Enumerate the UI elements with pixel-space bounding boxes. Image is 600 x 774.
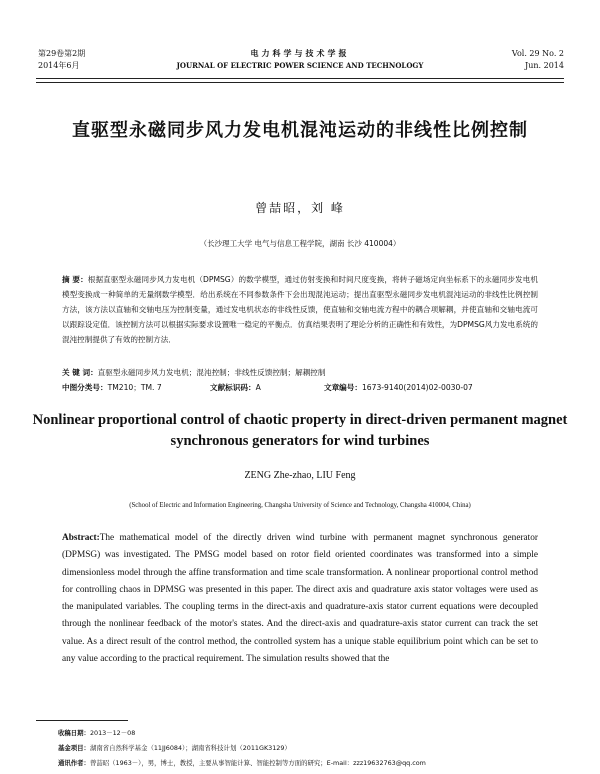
doc-code bbox=[210, 382, 261, 393]
article-number-value: 1673-9140(2014)02-0030-07 bbox=[361, 383, 473, 392]
footnote-text: 曾喆昭（1963－），男，博士，教授，主要从事智能计算、智能控制等方面的研究；E-mail：zzz19632763@qq.com bbox=[89, 759, 426, 767]
footnote-label: 通讯作者： bbox=[58, 759, 90, 767]
footnotes bbox=[58, 726, 558, 771]
header-rule-thin bbox=[36, 82, 564, 83]
footnote-received bbox=[58, 726, 558, 741]
footnote-label: 收稿日期： bbox=[58, 729, 90, 737]
abstract-en-text: The mathematical model of the directly driven wind turbine with permanent magnet synchronous generator (DPMSG) was investigated. The PMSG model based on rotor field oriented coordinates was transformed into a simple dimensionless model through the affine transformation and time scale transformation. A nonlinear proportional control method for controlling chaos in DPMSG was presented in this paper. The direct axis and quadrature axis stator voltages were used as the manipulated variables. The coupling terms in the direct-axis and quadrature-axis stator current equations were decoupled through the nonlinear feedback of the motor's states. And the direct-axis and quadrature-axis stator current can track the set value. As a direct result of the control method, the controlled system has a unique stable equilibrium point which can be set to any value according to the practical requirement. The simulation results showed that the bbox=[62, 533, 538, 665]
footnote-correspondence bbox=[58, 756, 558, 771]
footnote-text: 2013－12－08 bbox=[89, 729, 136, 737]
keywords-cn-label: 关 键 词： bbox=[62, 368, 98, 377]
abstract-en bbox=[62, 530, 538, 668]
footnote-rule bbox=[36, 720, 128, 721]
doc-code-label: 文献标识码： bbox=[210, 383, 256, 392]
affiliation-cn: （长沙理工大学 电气与信息工程学院，湖南 长沙 410004） bbox=[199, 239, 401, 248]
volume-cn: 第29卷第2期 bbox=[38, 49, 86, 58]
footnote-text: 湖南省自然科学基金（11JJ6084）；湖南省科技计划（2011GK3129） bbox=[89, 744, 291, 752]
journal-name-cn: 电力科学与技术学报 bbox=[250, 49, 350, 58]
header-left bbox=[38, 48, 85, 72]
paper-title-en: Nonlinear proportional control of chaotic property in direct-driven permanent magnet synchronous generators for wind turbines bbox=[32, 412, 568, 449]
header-center bbox=[150, 48, 450, 72]
abstract-cn-text: 根据直驱型永磁同步风力发电机（DPMSG）的数学模型，通过仿射变换和时间尺度变换，将转子磁场定向坐标系下的永磁同步发电机模型变换成一种简单的无量纲数学模型．给出系统在不同参数条件下会出现混沌运动；提出直驱型永磁同步发电机混沌运动的非线性比例控制方法，该方法以直轴和交轴电压为控制变量，通过发电机状态的非线性反馈，使直轴和交轴电流方程中的耦合项解耦，并使直轴和交轴电流可以跟踪设定值．该控制方法可以根据实际要求设置唯一稳定的平衡点．仿真结果表明了理论分析的正确性和有效性，为DPMSG风力发电系统的混沌控制提供了有效的控制方法． bbox=[62, 275, 538, 344]
article-number bbox=[324, 382, 473, 393]
abstract-cn bbox=[62, 272, 538, 347]
article-number-label: 文章编号： bbox=[324, 383, 362, 392]
footnote-label: 基金项目： bbox=[58, 744, 90, 752]
authors-en: ZENG Zhe-zhao, LIU Feng bbox=[244, 470, 356, 481]
keywords-cn bbox=[62, 367, 538, 378]
keywords-cn-text: 直驱型永磁同步风力发电机；混沌控制；非线性反馈控制；解耦控制 bbox=[97, 368, 326, 377]
authors-cn: 曾喆昭，刘 峰 bbox=[255, 201, 345, 215]
clc-number bbox=[62, 382, 162, 393]
header-rule-thick bbox=[36, 78, 564, 79]
affiliation-en: (School of Electric and Information Engineering, Changsha University of Science and Technology, Changsha 410004, China) bbox=[129, 502, 471, 509]
date-cn: 2014年6月 bbox=[38, 61, 80, 70]
journal-name-en: JOURNAL OF ELECTRIC POWER SCIENCE AND TECHNOLOGY bbox=[176, 61, 424, 70]
volume-en: Vol. 29 No. 2 bbox=[511, 49, 564, 58]
abstract-cn-label: 摘 要： bbox=[62, 275, 88, 284]
abstract-en-label: Abstract: bbox=[62, 533, 100, 543]
doc-code-value: A bbox=[255, 383, 261, 392]
footnote-funding bbox=[58, 741, 558, 756]
header-right bbox=[512, 48, 564, 72]
clc-value: TM210；TM. 7 bbox=[107, 383, 162, 392]
clc-label: 中图分类号： bbox=[62, 383, 108, 392]
running-header bbox=[0, 0, 600, 80]
paper-title-cn: 直驱型永磁同步风力发电机混沌运动的非线性比例控制 bbox=[72, 120, 528, 141]
date-en: Jun. 2014 bbox=[525, 61, 564, 70]
